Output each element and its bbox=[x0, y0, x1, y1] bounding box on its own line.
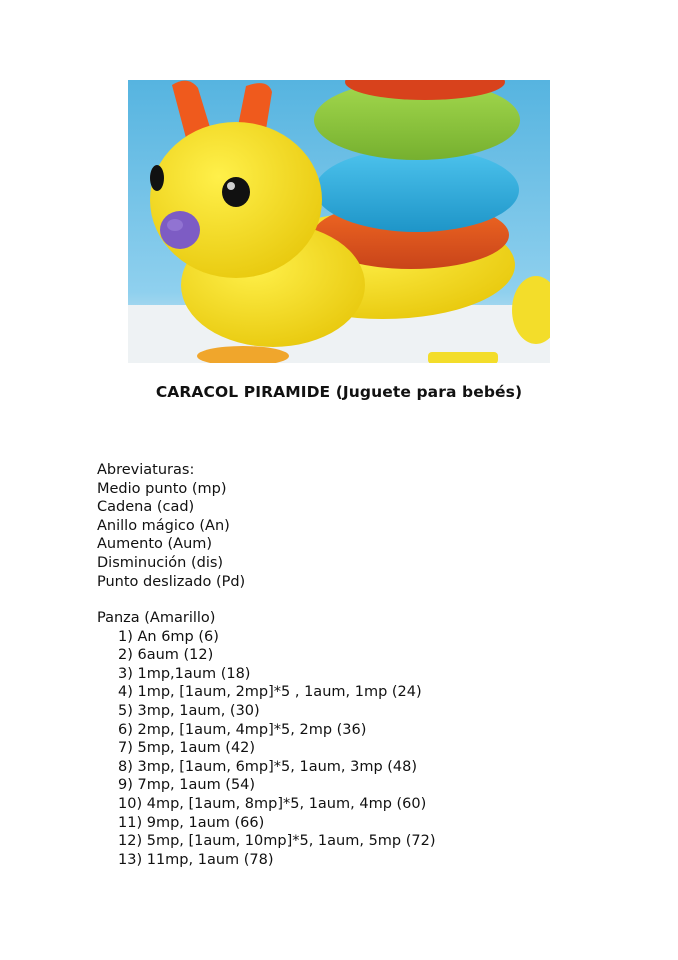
crochet-snail-toy-icon bbox=[128, 80, 550, 363]
rounds-list bbox=[97, 628, 436, 870]
round-item: 11) 9mp, 1aum (66) bbox=[118, 814, 265, 831]
abbreviations-heading: Abreviaturas: bbox=[97, 462, 195, 478]
abbreviations-section bbox=[97, 461, 245, 591]
round-item: 9) 7mp, 1aum (54) bbox=[118, 777, 256, 794]
round-item: 1) An 6mp (6) bbox=[118, 628, 219, 645]
abbreviation-item: Anillo mágico (An) bbox=[97, 517, 230, 534]
round-item: 3) 1mp,1aum (18) bbox=[118, 665, 251, 682]
round-item: 13) 11mp, 1aum (78) bbox=[118, 851, 274, 868]
abbreviation-item: Disminución (dis) bbox=[97, 554, 224, 571]
round-item: 6) 2mp, [1aum, 4mp]*5, 2mp (36) bbox=[118, 721, 367, 738]
product-photo bbox=[128, 80, 550, 363]
abbreviation-item: Cadena (cad) bbox=[97, 499, 195, 516]
panza-heading: Panza (Amarillo) bbox=[97, 610, 216, 626]
abbreviation-item: Punto deslizado (Pd) bbox=[97, 573, 246, 590]
document-title: CARACOL PIRAMIDE (Juguete para bebés) bbox=[155, 383, 523, 401]
round-item: 8) 3mp, [1aum, 6mp]*5, 1aum, 3mp (48) bbox=[118, 758, 418, 775]
round-item: 10) 4mp, [1aum, 8mp]*5, 1aum, 4mp (60) bbox=[118, 795, 427, 812]
abbreviation-item: Medio punto (mp) bbox=[97, 480, 227, 497]
round-item: 4) 1mp, [1aum, 2mp]*5 , 1aum, 1mp (24) bbox=[118, 684, 422, 701]
panza-section bbox=[97, 609, 436, 869]
round-item: 12) 5mp, [1aum, 10mp]*5, 1aum, 5mp (72) bbox=[118, 833, 436, 850]
abbreviation-item: Aumento (Aum) bbox=[97, 536, 213, 553]
round-item: 5) 3mp, 1aum, (30) bbox=[118, 702, 260, 719]
round-item: 7) 5mp, 1aum (42) bbox=[118, 740, 256, 757]
round-item: 2) 6aum (12) bbox=[118, 647, 214, 664]
